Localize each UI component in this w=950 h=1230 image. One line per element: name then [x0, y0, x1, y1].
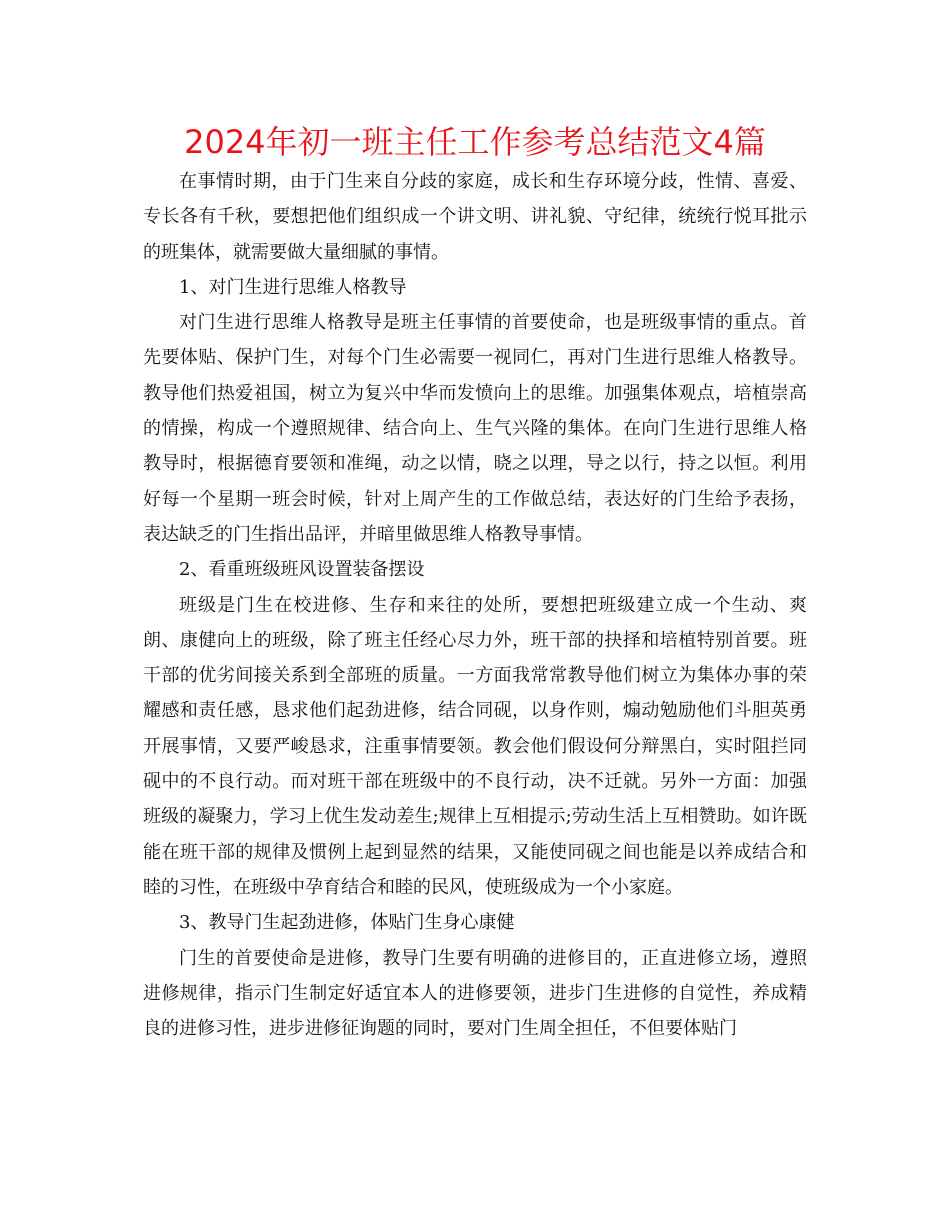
document-body [143, 164, 807, 1046]
paragraph-section-3: 门生的首要使命是进修，教导门生要有明确的进修目的，正直进修立场，遵照进修规律，指示门生制定好适宜本人的进修要领，进步门生进修的自觉性，养成精良的进修习性，进步进修征询题的同时，要对门生周全担任，不但要体贴门 [143, 947, 807, 1040]
document-title: 2024年初一班主任工作参考总结范文4篇 [184, 123, 766, 161]
section-heading-3: 3、教导门生起劲进修，体贴门生身心康健 [179, 912, 515, 934]
paragraph-intro: 在事情时期，由于门生来自分歧的家庭，成长和生存环境分歧，性情、喜爱、专长各有千秋，要想把他们组织成一个讲文明、讲礼貌、守纪律，统统行悦耳批示的班集体，就需要做大量细腻的事情。 [143, 171, 807, 263]
section-heading-1: 1、对门生进行思维人格教导 [179, 276, 407, 298]
paragraph-section-2: 班级是门生在校进修、生存和来往的处所，要想把班级建立成一个生动、爽朗、康健向上的班级，除了班主任经心尽力外，班干部的抉择和培植特别首要。班干部的优劣间接关系到全部班的质量。一方面我常常教导他们树立为集体办事的荣耀感和责任感，恳求他们起劲进修，结合同砚，以身作则，煽动勉励他们斗胆英勇开展事情，又要严峻恳求，注重事情要领。教会他们假设何分辩黑白，实时阻拦同砚中的不良行动。而对班干部在班级中的不良行动，决不迁就。另外一方面：加强班级的凝聚力，学习上优生发动差生;规律上互相提示;劳动生活上互相赞助。如许既能在班干部的规律及惯例上起到显然的结果，又能使同砚之间也能是以养成结合和睦的习性，在班级中孕育结合和睦的民风，使班级成为一个小家庭。 [143, 594, 807, 898]
paragraph-section-1: 对门生进行思维人格教导是班主任事情的首要使命，也是班级事情的重点。首先要体贴、保护门生，对每个门生必需要一视同仁，再对门生进行思维人格教导。教导他们热爱祖国，树立为复兴中华而发愤向上的思维。加强集体观点，培植崇高的情操，构成一个遵照规律、结合向上、生气兴隆的集体。在向门生进行思维人格教导时，根据德育要领和准绳，动之以情，晓之以理，导之以行，持之以恒。利用好每一个星期一班会时候，针对上周产生的工作做总结，表达好的门生给予表扬，表达缺乏的门生指出品评，并暗里做思维人格教导事情。 [143, 312, 807, 545]
section-heading-2: 2、看重班级班风设置装备摆设 [179, 559, 425, 581]
